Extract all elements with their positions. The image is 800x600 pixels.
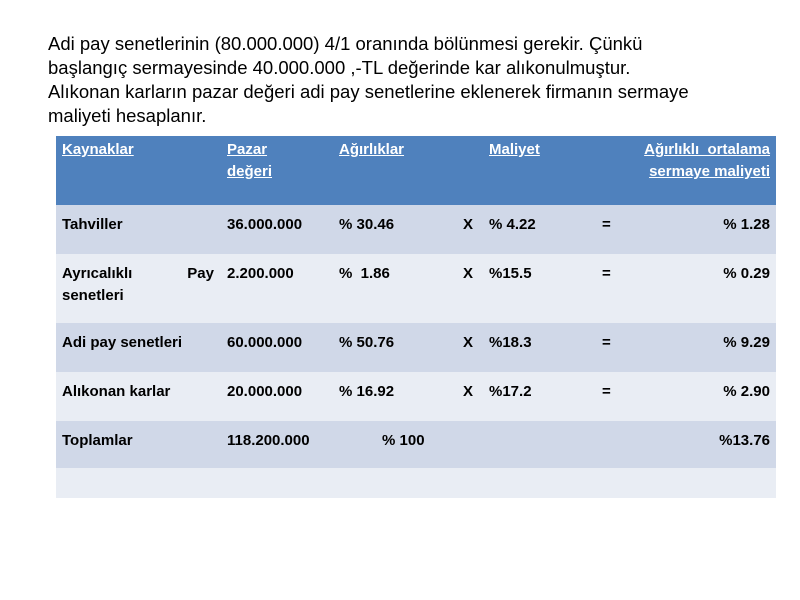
intro-line: başlangıç sermayesinde 40.000.000 ,-TL değerinde kar alıkonulmuştur. bbox=[48, 57, 631, 78]
cell-market-value: 36.000.000 bbox=[227, 216, 303, 233]
cell-equals-sign: = bbox=[602, 265, 611, 282]
header-wacc-line2: sermaye maliyeti bbox=[649, 163, 770, 180]
table-row-totals bbox=[56, 421, 776, 468]
cell-equals-sign: = bbox=[602, 216, 611, 233]
cell-source: Tahviller bbox=[62, 216, 123, 233]
cell-equals-sign: = bbox=[602, 383, 611, 400]
cell-market-value: 60.000.000 bbox=[227, 334, 303, 351]
table-header-row bbox=[56, 136, 776, 205]
cell-weight: % 1.86 bbox=[339, 265, 390, 282]
table-row bbox=[56, 372, 776, 421]
intro-paragraph bbox=[48, 32, 768, 128]
cell-source: Toplamlar bbox=[62, 432, 133, 449]
header-weighted-average-cost bbox=[644, 139, 770, 183]
header-weights: Ağırlıklar bbox=[339, 141, 405, 158]
cell-result: % 1.28 bbox=[723, 216, 770, 233]
intro-line: maliyeti hesaplanır. bbox=[48, 105, 207, 126]
cell-source bbox=[62, 263, 214, 307]
cell-cost: %15.5 bbox=[489, 265, 532, 282]
cell-source-word: Pay bbox=[187, 265, 214, 282]
intro-line: Adi pay senetlerinin (80.000.000) 4/1 oranında bölünmesi gerekir. Çünkü bbox=[48, 33, 643, 54]
capital-cost-table bbox=[56, 136, 776, 498]
cell-source-word: Ayrıcalıklı bbox=[62, 265, 133, 282]
cell-source-line1 bbox=[62, 263, 214, 285]
header-source: Kaynaklar bbox=[62, 141, 134, 158]
table-row bbox=[56, 254, 776, 323]
cell-result: % 9.29 bbox=[723, 334, 770, 351]
cell-multiply-sign: X bbox=[463, 383, 474, 400]
cell-result: % 2.90 bbox=[723, 383, 770, 400]
cell-market-value: 20.000.000 bbox=[227, 383, 303, 400]
header-cost: Maliyet bbox=[489, 141, 540, 158]
table-row bbox=[56, 323, 776, 372]
cell-market-value: 2.200.000 bbox=[227, 265, 294, 282]
cell-source: Adi pay senetleri bbox=[62, 334, 183, 351]
cell-equals-sign: = bbox=[602, 334, 611, 351]
cell-weight: % 16.92 bbox=[339, 383, 395, 400]
cell-weight: % 30.46 bbox=[339, 216, 395, 233]
cell-cost: % 4.22 bbox=[489, 216, 536, 233]
cell-multiply-sign: X bbox=[463, 216, 474, 233]
cell-result: %13.76 bbox=[719, 432, 770, 449]
cell-weight: % 100 bbox=[382, 432, 425, 449]
header-market-value-line2: değeri bbox=[227, 163, 273, 180]
cell-market-value: 118.200.000 bbox=[227, 432, 310, 449]
cell-cost: %18.3 bbox=[489, 334, 532, 351]
cell-cost: %17.2 bbox=[489, 383, 532, 400]
header-market-value bbox=[227, 139, 272, 183]
cell-source: Alıkonan karlar bbox=[62, 383, 171, 400]
header-wacc-line1: Ağırlıklı ortalama bbox=[644, 141, 770, 158]
cell-result: % 0.29 bbox=[723, 265, 770, 282]
intro-line: Alıkonan karların pazar değeri adi pay senetlerine eklenerek firmanın sermaye bbox=[48, 81, 689, 102]
cell-multiply-sign: X bbox=[463, 334, 474, 351]
table-row bbox=[56, 205, 776, 254]
cell-source-line2: senetleri bbox=[62, 287, 124, 304]
table-row-empty bbox=[56, 468, 776, 498]
header-market-value-line1: Pazar bbox=[227, 141, 268, 158]
cell-multiply-sign: X bbox=[463, 265, 474, 282]
cell-weight: % 50.76 bbox=[339, 334, 395, 351]
